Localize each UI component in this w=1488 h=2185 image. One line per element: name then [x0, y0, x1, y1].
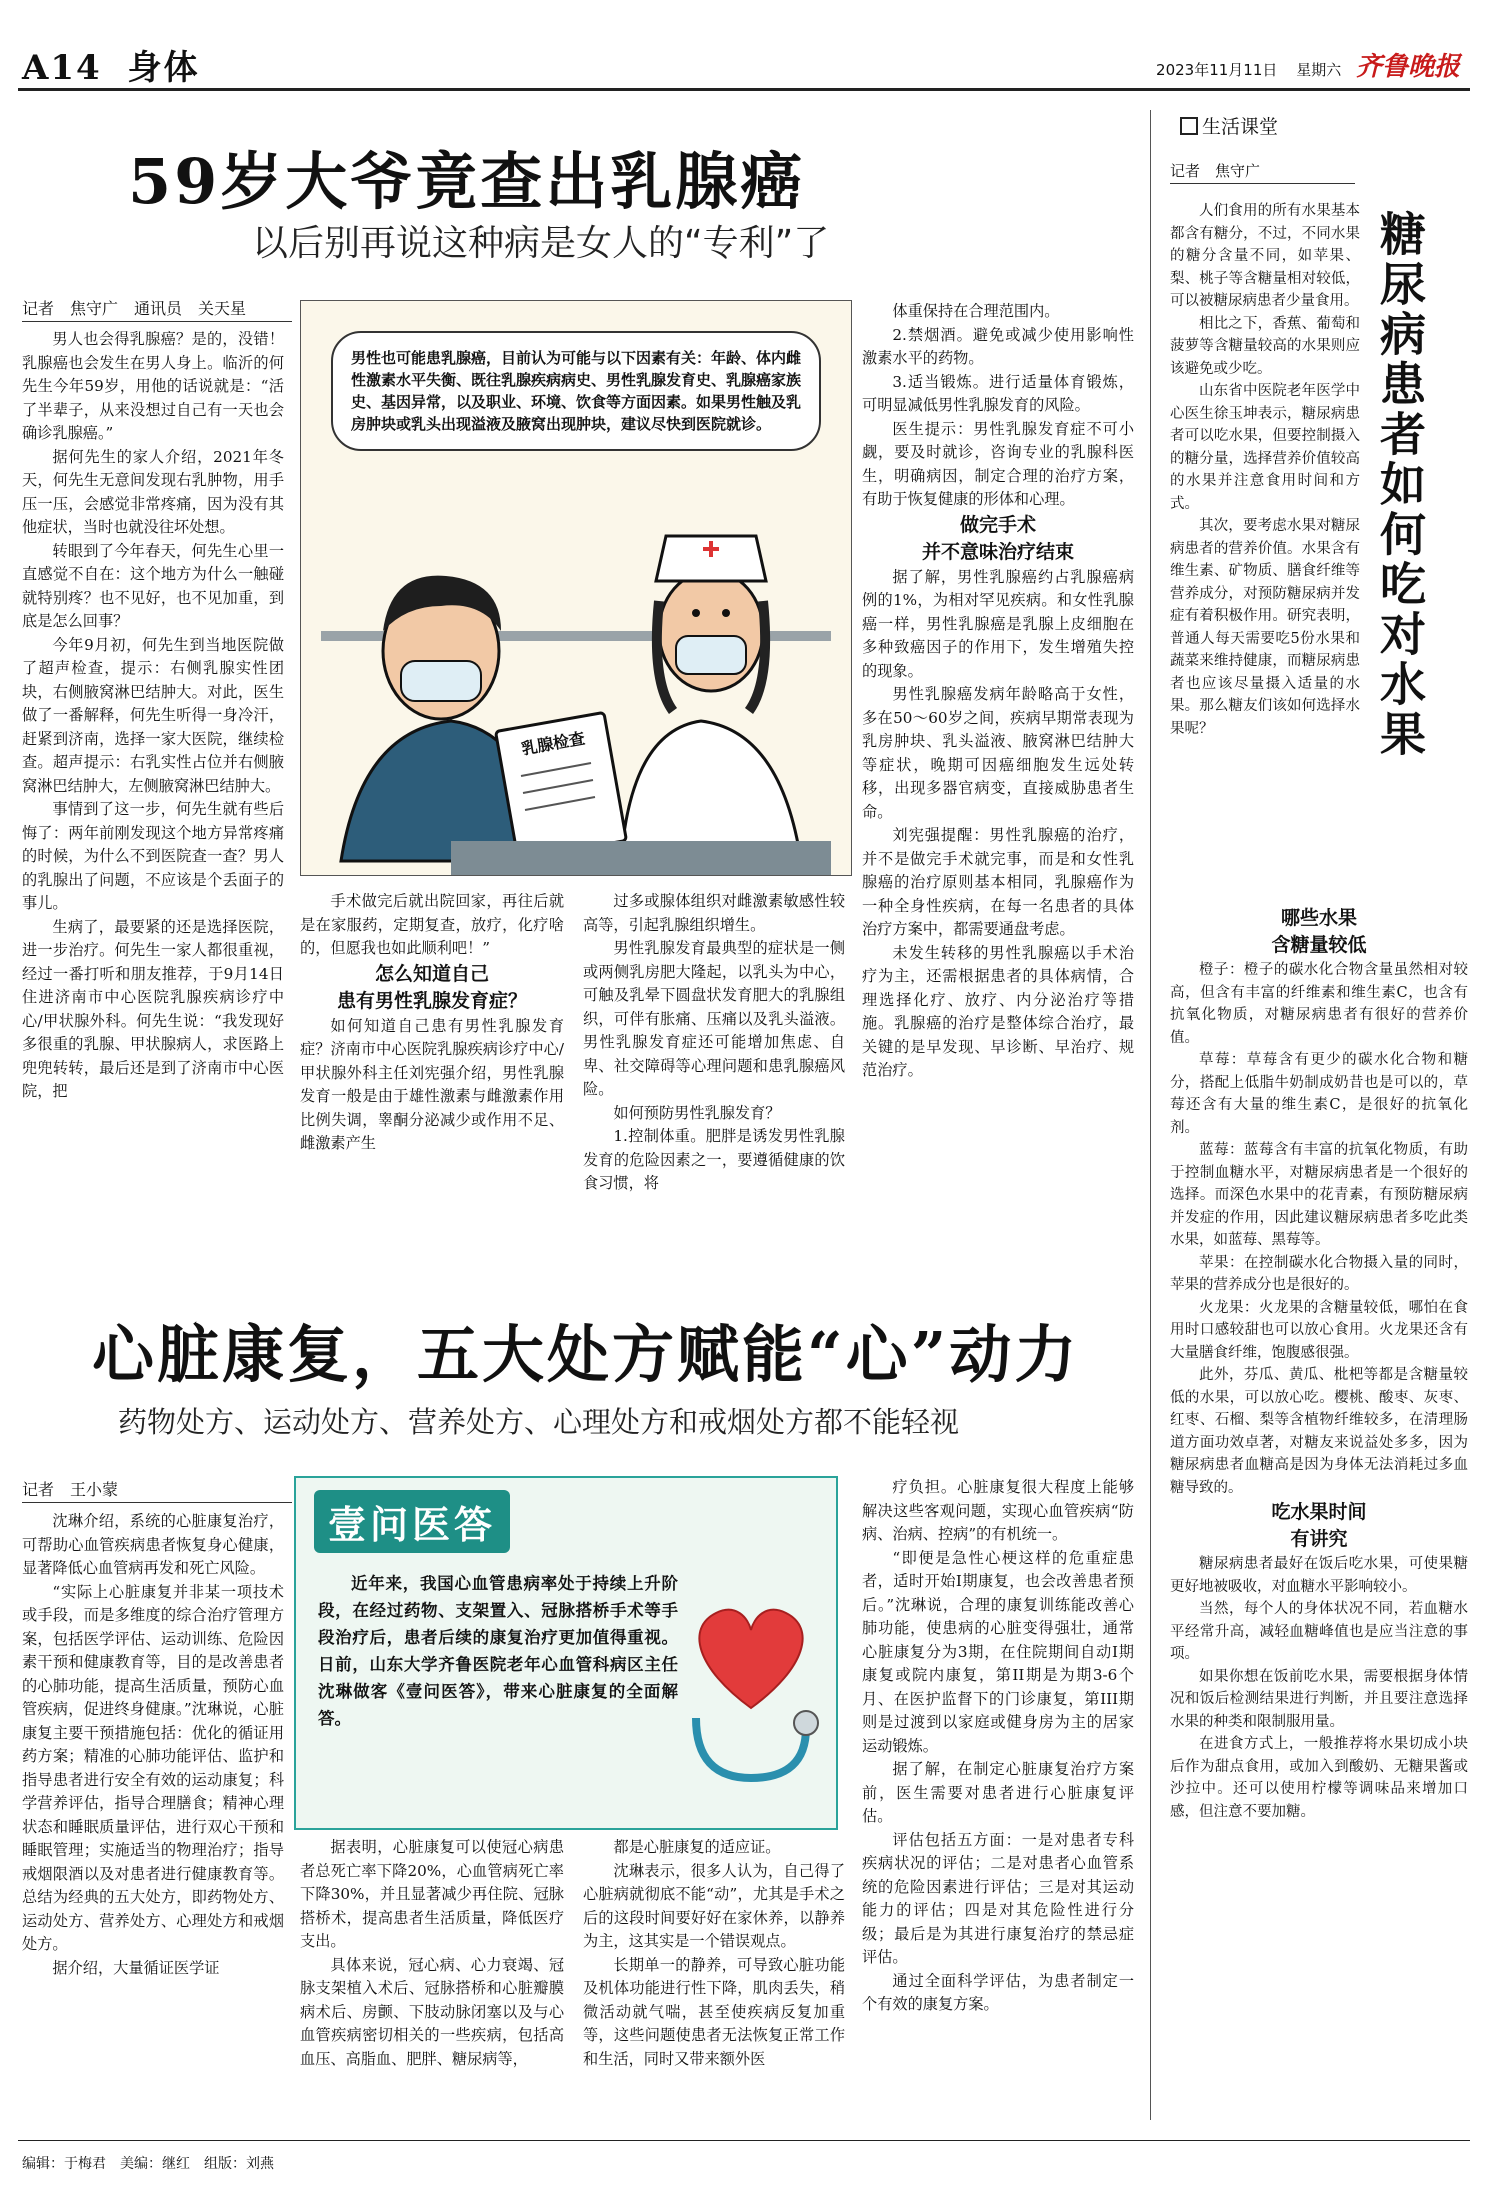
callout-box: 男性也可能患乳腺癌，目前认为可能与以下因素有关：年龄、体内雌性激素水平失衡、既往乳腺疾病病史、男性乳腺发育史、乳腺癌家族史、基因异常，以及职业、环境、饮食等方面因素。如果男性触及乳房肿块或乳头出现溢液及腋窝出现肿块，建议尽快到医院就诊。	[331, 331, 821, 451]
article1-column-4	[862, 300, 1134, 1250]
paragraph: 如果你想在饭前吃水果，需要根据身体情况和饭后检测结果进行判断，并且要注意选择水果的种类和限制服用量。	[1170, 1668, 1468, 1730]
header-rule	[18, 88, 1470, 91]
sidebar-column-name	[1180, 112, 1278, 139]
paragraph: 火龙果：火龙果的含糖量较低，哪怕在食用时口感较甜也可以放心食用。火龙果还含有大量膳食纤维，饱腹感很强。	[1170, 1299, 1468, 1361]
masthead	[1156, 46, 1460, 83]
paragraph: 今年9月初，何先生到当地医院做了超声检查，提示：右侧乳腺实性团块，右侧腋窝淋巴结肿大。对此，医生做了一番解释，何先生听得一身冷汗，赶紧到济南，选择一家大医院，继续检查。超声提示：右乳实性占位并右侧腋窝淋巴结肿大，左侧腋窝淋巴结肿大。	[22, 635, 284, 795]
sidebar-byline: 记者 焦守广	[1170, 160, 1355, 184]
page-number: A14	[22, 48, 102, 88]
article2-subtitle: 药物处方、运动处方、营养处方、心理处方和戒烟处方都不能轻视	[118, 1405, 960, 1439]
paragraph: 通过全面科学评估，为患者制定一个有效的康复方案。	[862, 1971, 1134, 2013]
paragraph: 刘宪强提醒：男性乳腺癌的治疗，并不是做完手术就完事，而是和女性乳腺癌的治疗原则基本相同，乳腺癌作为一种全身性疾病，在每一名患者的具体治疗方案中，都需要通盘考虑。	[862, 826, 1134, 938]
paragraph: 转眼到了今年春天，何先生心里一直感觉不自在：这个地方为什么一触碰就特别疼？也不见好，也不见加重，到底是怎么回事？	[22, 541, 284, 630]
paragraph: 过多或腺体组织对雌激素敏感性较高等，引起乳腺组织增生。	[583, 892, 845, 934]
paragraph: 生病了，最要紧的还是选择医院，进一步治疗。何先生一家人都很重视，经过一番打听和朋友推荐，于9月14日住进济南市中心医院乳腺疾病诊疗中心/甲状腺外科。何先生说：“我发现好多很重的乳腺、甲状腺病人，求医路上兜兜转转，最后还是到了济南市中心医院，把	[22, 917, 284, 1100]
paragraph: 橙子：橙子的碳水化合物含量虽然相对较高，但含有丰富的纤维素和维生素C，也含有抗氧化物质，对糖尿病患者有很好的营养价值。	[1170, 962, 1468, 1046]
sidebar-subheading-1: 哪些水果 含糖量较低	[1271, 907, 1367, 956]
paragraph: 体重保持在合理范围内。	[892, 302, 1060, 320]
issue-weekday: 星期六	[1296, 61, 1342, 79]
paragraph: 糖尿病患者最好在饭后吃水果，可使果糖更好地被吸收，对血糖水平影响较小。	[1170, 1556, 1468, 1595]
paragraph: 男性乳腺发育最典型的症状是一侧或两侧乳房肥大隆起，以乳头为中心，可触及乳晕下圆盘状发育肥大的乳腺组织，可伴有胀痛、压痛以及乳头溢液。男性乳腺发育症还可能增加焦虑、自卑、社交障碍等心理问题和患乳腺癌风险。	[583, 939, 845, 1098]
paragraph: “即便是急性心梗这样的危重症患者，适时开始I期康复，也会改善患者预后。”沈琳说，合理的康复训练能改善心肺功能，使患病的心脏变得强壮，通常心脏康复分为3期，在住院期间自动I期康复或院内康复，第II期是为期3-6个月、在医护监督下的门诊康复，第III期则是过渡到以家庭或健身房为主的居家运动锻炼。	[862, 1548, 1134, 1755]
paragraph: 苹果：在控制碳水化合物摄入量的同时，苹果的营养成分也是很好的。	[1170, 1254, 1468, 1293]
paragraph: 医生提示：男性乳腺发育症不可小觑，要及时就诊，咨询专业的乳腺科医生，明确病因，制定合理的治疗方案，有助于恢复健康的形体和心理。	[862, 419, 1134, 508]
article1-illustration	[300, 300, 852, 876]
page-label	[22, 40, 200, 89]
sidebar-subheading-2: 吃水果时间 有讲究	[1271, 1501, 1367, 1550]
paragraph: 手术做完后就出院回家，再往后就是在家服药，定期复查，放疗，化疗啥的，但愿我也如此顺利吧！”	[300, 892, 564, 957]
article1-subtitle: 以后别再说这种病是女人的“专利”了	[252, 223, 830, 264]
paragraph: “实际上心脏康复并非某一项技术或手段，而是多维度的综合治疗管理方案，包括医学评估、运动训练、危险因素干预和健康教育等，目的是改善患者的心肺功能，提高生活质量，预防心血管疾病，促进终身健康。”沈琳说，心脏康复主要干预措施包括：优化的循证用药方案；精准的心肺功能评估、监护和指导患者进行安全有效的运动康复；科学营养评估，指导合理膳食；精神心理状态和睡眠质量评估，进行双心干预和睡眠管理；实施适当的物理治疗；指导戒烟限酒以及对患者进行健康教育等。总结为经典的五大处方，即药物处方、运动处方、营养处方、心理处方和戒烟处方。	[22, 1582, 284, 1953]
sidebar-column-label: 生活课堂	[1202, 116, 1279, 138]
sidebar-divider	[1150, 110, 1152, 2120]
paragraph: 男人也会得乳腺癌？是的，没错！乳腺癌也会发生在男人身上。临沂的何先生今年59岁，用他的话说就是：“活了半辈子，从来没想过自己有一天也会确诊乳腺癌。”	[22, 330, 284, 442]
paragraph: 2.禁烟酒。避免或减少使用影响性激素水平的药物。	[862, 325, 1134, 367]
paragraph: 如何知道自己患有男性乳腺发育症？济南市中心医院乳腺疾病诊疗中心/甲状腺外科主任刘宪强介绍，男性乳腺发育一般是由于雄性激素与雌激素作用比例失调，睾酮分泌减少或作用不足、雌激素产生	[300, 1016, 564, 1152]
paragraph: 据了解，在制定心脏康复治疗方案前，医生需要对患者进行心脏康复评估。	[862, 1760, 1134, 1825]
paragraph: 在进食方式上，一般推荐将水果切成小块后作为甜点食用，或加入到酸奶、无糖果酱或沙拉中。还可以使用柠檬等调味品来增加口感，但注意不要加糖。	[1170, 1736, 1468, 1820]
paragraph: 据介绍，大量循证医学证	[52, 1958, 220, 1977]
paragraph: 具体来说，冠心病、心力衰竭、冠脉支架植入术后、冠脉搭桥和心脏瓣膜病术后、房颤、下肢动脉闭塞以及与心血管疾病密切相关的一些疾病，包括高血压、高脂血、肥胖、糖尿病等，	[300, 1955, 564, 2068]
article1-column-2	[300, 890, 564, 1250]
sidebar-body	[1170, 905, 1468, 2110]
paragraph: 3.适当锻炼。进行适量体育锻炼，可明显减低男性乳腺发育的风险。	[862, 372, 1134, 414]
heart-stethoscope-icon	[676, 1558, 826, 1798]
article2-column-2	[300, 1836, 564, 2110]
issue-date: 2023年11月11日	[1156, 61, 1278, 79]
paragraph: 山东省中医院老年医学中心医生徐玉坤表示，糖尿病患者可以吃水果，但要控制摄入的糖分量，选择营养价值较高的水果并注意食用时间和方式。	[1170, 383, 1360, 512]
paragraph: 相比之下，香蕉、葡萄和菠萝等含糖量较高的水果则应该避免或少吃。	[1170, 315, 1360, 377]
paragraph: 此外，芬瓜、黄瓜、枇杷等都是含糖量较低的水果，可以放心吃。樱桃、酸枣、灰枣、红枣、石榴、梨等含植物纤维较多，在清理肠道方面功效卓著，对糖友来说益处多多，因为糖尿病患者血糖高是因为身体无法消耗过多血糖导致的。	[1170, 1367, 1468, 1496]
paragraph: 当然，每个人的身体状况不同，若血糖水平经常升高，减轻血糖峰值也是应当注意的事项。	[1170, 1601, 1468, 1662]
section-name: 身体	[127, 48, 200, 88]
paragraph: 人们食用的所有水果基本都含有糖分，不过，不同水果的糖分含量不同，如苹果、梨、桃子等含糖量相对较低，可以被糖尿病患者少量食用。	[1170, 203, 1360, 309]
paragraph: 据何先生的家人介绍，2021年冬天，何先生无意间发现右乳肿物，用手压一压，会感觉非常疼痛，因为没有其他症状，当时也就没往坏处想。	[22, 447, 284, 536]
clipboard-label: 乳腺检查	[520, 728, 587, 759]
paragraph: 沈琳介绍，系统的心脏康复治疗，可帮助心血管疾病患者恢复身心健康，显著降低心血管病再发和死亡风险。	[22, 1512, 284, 1577]
article2-column-4	[862, 1476, 1134, 2110]
sidebar-title: 糖尿病患者如何吃对水果	[1373, 210, 1427, 760]
paper-logo: 齐鲁晚报	[1355, 52, 1460, 82]
paragraph: 1.控制体重。肥胖是诱发男性乳腺发育的危险因素之一，要遵循健康的饮食习惯，将	[583, 1127, 845, 1192]
paragraph: 未发生转移的男性乳腺癌以手术治疗为主，还需根据患者的具体病情，合理选择化疗、放疗、内分泌治疗等措施。乳腺癌的治疗是整体综合治疗，最关键的是早发现、早诊断、早治疗、规范治疗。	[862, 943, 1134, 1079]
article1-title: 59岁大爷竟查出乳腺癌	[128, 145, 806, 218]
qa-logo: 壹问医答	[314, 1490, 510, 1553]
paragraph: 据表明，心脏康复可以使冠心病患者总死亡率下降20%，心血管病死亡率下降30%，并且显著减少再住院、冠脉搭桥术，提高患者生活质量，降低医疗支出。	[300, 1838, 564, 1950]
footer-rule	[18, 2140, 1470, 2141]
paragraph: 长期单一的静养，可导致心脏功能及机体功能进行性下降，肌肉丢失，稍微活动就气喘，甚至使疾病反复加重等，这些问题使患者无法恢复正常工作和生活，同时又带来额外医	[583, 1955, 845, 2068]
sidebar-intro	[1170, 200, 1360, 890]
paragraph: 评估包括五方面：一是对患者专科疾病状况的评估；二是对患者心血管系统的危险因素进行评估；三是对其运动能力的评估；四是对其危险性进行分级；最后是为其进行康复治疗的禁忌症评估。	[862, 1830, 1134, 1966]
paragraph: 都是心脏康复的适应证。	[613, 1838, 781, 1856]
subheading-1: 怎么知道自己 患有男性乳腺发育症？	[336, 962, 527, 1012]
paragraph: 如何预防男性乳腺发育？	[613, 1103, 781, 1122]
article2-title: 心脏康复，五大处方赋能“心”动力	[92, 1318, 1080, 1391]
subheading-2: 做完手术 并不意味治疗结束	[921, 513, 1074, 563]
article2-column-3	[583, 1836, 845, 2110]
article1-column-3	[583, 890, 845, 1250]
article2-column-1	[22, 1510, 284, 2110]
paragraph: 蓝莓：蓝莓含有丰富的抗氧化物质，有助于控制血糖水平，对糖尿病患者是一个很好的选择。而深色水果中的花青素，有预防糖尿病并发症的作用，因此建议糖尿病患者多吃此类水果，如蓝莓、黑莓等。	[1170, 1142, 1468, 1248]
paragraph: 草莓：草莓含有更少的碳水化合物和糖分，搭配上低脂牛奶制成奶昔也是可以的，草莓还含有大量的维生素C，是很好的抗氧化剂。	[1170, 1052, 1468, 1136]
article1-byline: 记者 焦守广 通讯员 关天星	[22, 296, 292, 322]
paragraph: 据了解，男性乳腺癌约占乳腺癌病例的1%，为相对罕见疾病。和女性乳腺癌一样，男性乳腺癌是乳腺上皮细胞在多种致癌因子的作用下，发生增殖失控的现象。	[862, 567, 1134, 680]
paragraph: 其次，要考虑水果对糖尿病患者的营养价值。水果含有维生素、矿物质、膳食纤维等营养成分，对预防糖尿病并发症有着积极作用。研究表明，普通人每天需要吃5份水果和蔬菜来维持健康，而糖尿病患者也应该尽量摄入适量的水果。那么糖友们该如何选择水果呢？	[1170, 518, 1360, 737]
article2-byline: 记者 王小蒙	[22, 1477, 292, 1503]
article1-column-1	[22, 328, 284, 1250]
qa-box	[294, 1476, 838, 1830]
paragraph: 男性乳腺癌发病年龄略高于女性，多在50～60岁之间，疾病早期常表现为乳房肿块、乳头溢液、腋窝淋巴结肿大等症状，晚期可因癌细胞发生远处转移，出现多器官病变，直接威胁患者生命。	[862, 685, 1134, 821]
paragraph: 疗负担。心脏康复很大程度上能够解决这些客观问题，实现心血管疾病“防病、治病、控病”的有机统一。	[862, 1478, 1134, 1543]
column-marker-icon	[1180, 117, 1198, 135]
paragraph: 沈琳表示，很多人认为，自己得了心脏病就彻底不能“动”，尤其是手术之后的这段时间要好好在家休养，以静养为主，这其实是一个错误观点。	[583, 1861, 845, 1950]
qa-intro: 近年来，我国心血管患病率处于持续上升阶段，在经过药物、支架置入、冠脉搭桥手术等手段治疗后，患者后续的康复治疗更加值得重视。日前，山东大学齐鲁医院老年心血管科病区主任沈琳做客《壹问医答》，带来心脏康复的全面解答。	[318, 1574, 678, 1728]
paragraph: 事情到了这一步，何先生就有些后悔了：两年前刚发现这个地方异常疼痛的时候，为什么不到医院查一查？男人的乳腺出了问题，不应该是个丢面子的事儿。	[22, 800, 284, 912]
footer-credits: 编辑：于梅君 美编：继红 组版：刘燕	[22, 2156, 274, 2172]
